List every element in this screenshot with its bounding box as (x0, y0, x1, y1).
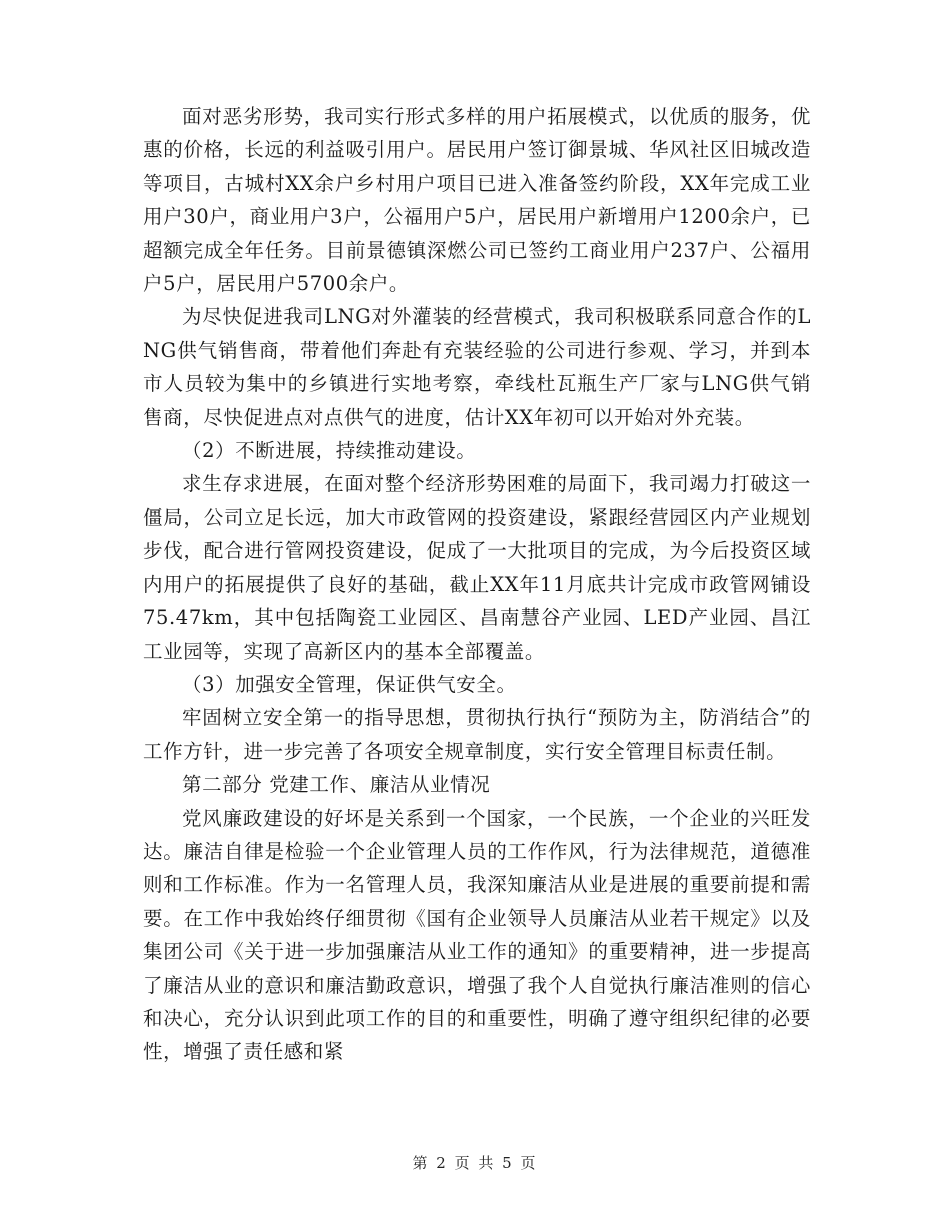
page-number-footer: 第 2 页 共 5 页 (412, 1154, 538, 1172)
document-body (143, 100, 811, 1069)
part-heading-party-building: 第二部分 党建工作、廉洁从业情况 (182, 773, 491, 797)
section-heading-construction: （2）不断进展，持续推动建设。 (182, 439, 477, 463)
paragraph-safety-management: 牢固树立安全第一的指导思想，贯彻执行执行“预防为主，防消结合”的工作方针，进一步完善了各项安全规章制度，实行安全管理目标责任制。 (143, 706, 811, 763)
paragraph-pipeline-construction: 求生存求进展，在面对整个经济形势困难的局面下，我司竭力打破这一僵局，公司立足长远，加大市政管网的投资建设，紧跟经营园区内产业规划步伐，配合进行管网投资建设，促成了一大批项目的完成，为今后投资区域内用户的拓展提供了良好的基础，截止XX年11月底共计完成市政管网铺设75.47km，其中包括陶瓷工业园区、昌南慧谷产业园、LED产业园、昌江工业园等，实现了高新区内的基本全部覆盖。 (143, 472, 811, 663)
paragraph-integrity: 党风廉政建设的好坏是关系到一个国家，一个民族，一个企业的兴旺发达。廉洁自律是检验一个企业管理人员的工作作风，行为法律规范，道德准则和工作标准。作为一名管理人员，我深知廉洁从业是进展的重要前提和需要。在工作中我始终仔细贯彻《国有企业领导人员廉洁从业若干规定》以及集团公司《关于进一步加强廉洁从业工作的通知》的重要精神，进一步提高了廉洁从业的意识和廉洁勤政意识，增强了我个人自觉执行廉洁准则的信心和决心，充分认识到此项工作的目的和重要性，明确了遵守组织纪律的必要性，增强了责任感和紧 (143, 806, 811, 1064)
paragraph-lng-filling: 为尽快促进我司LNG对外灌装的经营模式，我司积极联系同意合作的LNG供气销售商，带着他们奔赴有充装经验的公司进行参观、学习，并到本市人员较为集中的乡镇进行实地考察，牵线杜瓦瓶生产厂家与LNG供气销售商，尽快促进点对点供气的进度，估计XX年初可以开始对外充装。 (143, 305, 811, 429)
section-heading-safety: （3）加强安全管理，保证供气安全。 (182, 672, 517, 696)
paragraph-user-expansion: 面对恶劣形势，我司实行形式多样的用户拓展模式，以优质的服务，优惠的价格，长远的利益吸引用户。居民用户签订御景城、华风社区旧城改造等项目，古城村XX余户乡村用户项目已进入准备签约阶段，XX年完成工业用户30户，商业用户3户，公福用户5户，居民用户新增用户1200余户，已超额完成全年任务。目前景德镇深燃公司已签约工商业用户237户、公福用户5户，居民用户5700余户。 (143, 105, 811, 296)
